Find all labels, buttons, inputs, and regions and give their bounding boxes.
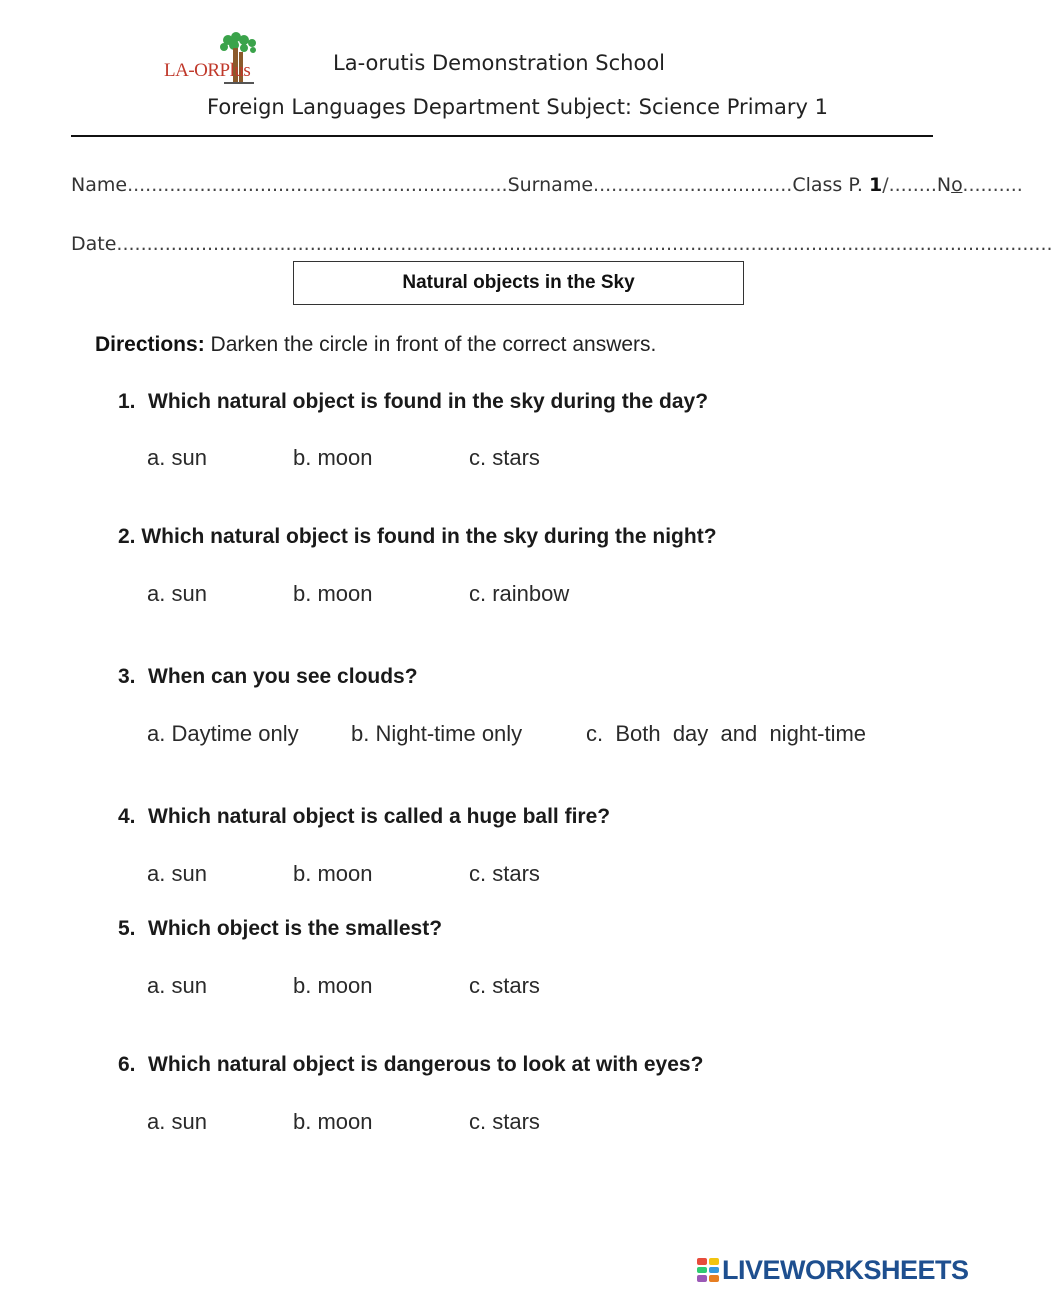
brand-text: LIVEWORKSHEETS [722, 1254, 969, 1285]
name-label: Name [71, 174, 128, 196]
question-number: 5. [118, 917, 136, 940]
answer-option[interactable]: c. Both day and night-time [586, 721, 867, 746]
answer-option[interactable]: a. sun [147, 973, 207, 998]
answer-option[interactable]: b. Night-time only [351, 721, 523, 746]
answer-option[interactable]: c. stars [469, 445, 540, 470]
directions-label: Directions: [95, 333, 205, 356]
answer-option[interactable]: a. sun [147, 861, 207, 886]
question-1 [118, 390, 708, 414]
question-number: 1. [118, 390, 136, 413]
answer-option[interactable]: b. moon [293, 1109, 373, 1134]
number-field[interactable]: .......... [962, 174, 1023, 196]
liveworksheets-logo-icon [697, 1258, 719, 1282]
question-text: Which object is the smallest? [148, 917, 443, 940]
question-text: Which natural object is found in the sky during the day? [148, 390, 709, 413]
question-4 [118, 805, 610, 829]
question-number: 4. [118, 805, 136, 828]
answer-option[interactable]: c. rainbow [469, 581, 570, 606]
answer-option[interactable]: a. sun [147, 1109, 207, 1134]
student-info-line [71, 174, 1023, 196]
worksheet-title: Natural objects in the Sky [293, 261, 744, 305]
answer-option[interactable]: b. moon [293, 581, 373, 606]
question-2 [118, 525, 717, 549]
question-number: 2. [118, 525, 136, 548]
answer-option[interactable]: a. Daytime only [147, 721, 299, 746]
question-number: 3. [118, 665, 136, 688]
school-name: La-orutis Demonstration School [333, 51, 666, 75]
date-label: Date [71, 233, 117, 255]
answer-option[interactable]: c. stars [469, 973, 540, 998]
name-field[interactable]: ............................................................... [127, 174, 508, 196]
surname-label: Surname [507, 174, 594, 196]
answer-option[interactable]: b. moon [293, 445, 373, 470]
answer-option[interactable]: a. sun [147, 445, 207, 470]
logo-text: LA-ORPlus [164, 60, 251, 81]
directions-text: Darken the circle in front of the correct answers. [204, 333, 657, 356]
date-field[interactable]: ........................................................................................................................................................... [116, 233, 1053, 255]
directions [95, 333, 656, 357]
question-text: Which natural object is called a huge ball fire? [148, 805, 611, 828]
question-3 [118, 665, 418, 689]
class-label: Class P. [792, 174, 869, 196]
question-text: Which natural object is dangerous to look at with eyes? [148, 1053, 704, 1076]
question-text: Which natural object is found in the sky during the night? [141, 525, 717, 548]
question-text: When can you see clouds? [148, 665, 418, 688]
answer-option[interactable]: c. stars [469, 1109, 540, 1134]
answer-option[interactable]: a. sun [147, 581, 207, 606]
date-line [71, 233, 1053, 255]
answer-option[interactable]: b. moon [293, 973, 373, 998]
question-6 [118, 1053, 703, 1077]
class-value: 1 [868, 174, 883, 196]
number-label-n: N [936, 174, 952, 196]
number-label-o: o [951, 174, 963, 196]
answer-option[interactable]: c. stars [469, 861, 540, 886]
surname-field[interactable]: ................................. [593, 174, 793, 196]
question-5 [118, 917, 442, 941]
answer-option[interactable]: b. moon [293, 861, 373, 886]
question-number: 6. [118, 1053, 136, 1076]
department-subject-line: Foreign Languages Department Subject: Science Primary 1 [207, 95, 828, 119]
liveworksheets-brand [697, 1255, 969, 1285]
school-logo [160, 30, 290, 86]
header-divider [71, 135, 933, 137]
class-field[interactable]: /........ [882, 174, 937, 196]
